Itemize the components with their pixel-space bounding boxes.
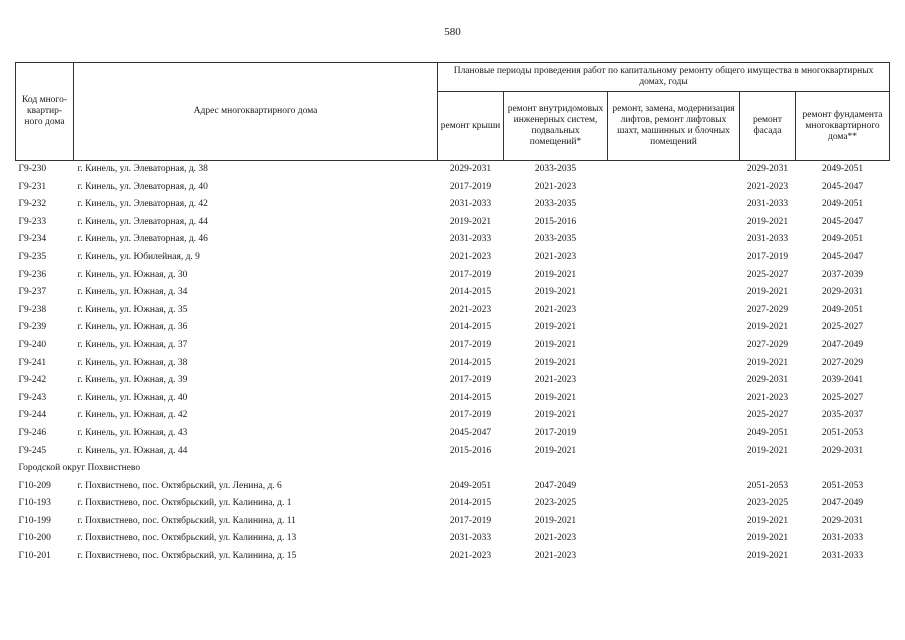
cell-facade: 2019-2021 bbox=[746, 357, 789, 368]
cell-roof: 2017-2019 bbox=[449, 515, 492, 526]
cell-systems: 2017-2019 bbox=[534, 427, 577, 438]
cell-foundation: 2029-2031 bbox=[821, 287, 864, 298]
cell-systems: 2019-2021 bbox=[534, 410, 577, 421]
cell-address: г. Кинель, ул. Южная, д. 35 bbox=[77, 304, 188, 315]
cell-roof: 2017-2019 bbox=[449, 181, 492, 192]
cell-roof: 2021-2023 bbox=[449, 304, 492, 315]
cell-roof: 2031-2033 bbox=[449, 234, 492, 245]
cell-roof: 2014-2015 bbox=[449, 287, 492, 298]
cell-systems: 2047-2049 bbox=[534, 480, 577, 491]
cell-systems: 2021-2023 bbox=[534, 375, 577, 386]
cell-address: г. Кинель, ул. Южная, д. 43 bbox=[77, 427, 188, 438]
header-facade: ремонт фасада bbox=[740, 92, 796, 161]
header-code: Код много-квартир-ного дома bbox=[16, 63, 74, 161]
cell-systems: 2021-2023 bbox=[534, 181, 577, 192]
table-row bbox=[16, 319, 890, 337]
cell-code: Г9-238 bbox=[18, 304, 47, 315]
cell-facade: 2051-2053 bbox=[746, 480, 789, 491]
table-row bbox=[16, 530, 890, 548]
cell-lifts bbox=[608, 478, 740, 496]
cell-address: г. Похвистнево, пос. Октябрьский, ул. Ленина, д. 6 bbox=[77, 480, 282, 491]
cell-systems: 2019-2021 bbox=[534, 269, 577, 280]
cell-systems: 2021-2023 bbox=[534, 304, 577, 315]
cell-lifts bbox=[608, 267, 740, 285]
cell-facade: 2029-2031 bbox=[746, 164, 789, 174]
cell-address: г. Похвистнево, пос. Октябрьский, ул. Калинина, д. 1 bbox=[77, 498, 292, 509]
cell-code: Г9-240 bbox=[18, 339, 47, 350]
cell-address: г. Кинель, ул. Южная, д. 39 bbox=[77, 375, 188, 386]
cell-lifts bbox=[608, 302, 740, 320]
cell-code: Г9-231 bbox=[18, 181, 47, 192]
cell-address: г. Кинель, ул. Элеваторная, д. 38 bbox=[77, 164, 208, 174]
cell-lifts bbox=[608, 548, 740, 566]
table-row bbox=[16, 372, 890, 390]
cell-systems: 2019-2021 bbox=[534, 357, 577, 368]
cell-address: г. Кинель, ул. Южная, д. 34 bbox=[77, 287, 188, 298]
cell-facade: 2023-2025 bbox=[746, 498, 789, 509]
cell-lifts bbox=[608, 530, 740, 548]
capital-repair-table bbox=[15, 62, 890, 566]
table-body bbox=[16, 161, 890, 566]
cell-address: г. Кинель, ул. Элеваторная, д. 44 bbox=[77, 216, 208, 227]
header-periods: Плановые периоды проведения работ по капитальному ремонту общего имущества в многоквартирных домах, годы bbox=[438, 63, 890, 92]
cell-foundation: 2047-2049 bbox=[821, 498, 864, 509]
cell-address: г. Кинель, ул. Южная, д. 42 bbox=[77, 410, 188, 421]
cell-roof: 2014-2015 bbox=[449, 392, 492, 403]
section-title: Городской округ Похвистнево bbox=[18, 463, 141, 474]
cell-code: Г9-235 bbox=[18, 251, 47, 262]
cell-code: Г10-201 bbox=[18, 551, 51, 562]
cell-address: г. Кинель, ул. Южная, д. 30 bbox=[77, 269, 188, 280]
cell-foundation: 2051-2053 bbox=[821, 480, 864, 491]
table-row bbox=[16, 548, 890, 566]
cell-lifts bbox=[608, 390, 740, 408]
cell-lifts bbox=[608, 355, 740, 373]
table-row bbox=[16, 495, 890, 513]
cell-foundation: 2031-2033 bbox=[821, 551, 864, 562]
header-systems: ремонт внутридомовых инженерных систем, подвальных помещений* bbox=[504, 92, 608, 161]
cell-facade: 2025-2027 bbox=[746, 410, 789, 421]
cell-lifts bbox=[608, 372, 740, 390]
cell-roof: 2017-2019 bbox=[449, 375, 492, 386]
cell-lifts bbox=[608, 319, 740, 337]
cell-roof: 2017-2019 bbox=[449, 269, 492, 280]
cell-facade: 2029-2031 bbox=[746, 375, 789, 386]
cell-foundation: 2045-2047 bbox=[821, 251, 864, 262]
cell-address: г. Кинель, ул. Элеваторная, д. 42 bbox=[77, 199, 208, 210]
cell-foundation: 2039-2041 bbox=[821, 375, 864, 386]
table-row bbox=[16, 355, 890, 373]
header-roof: ремонт крыши bbox=[438, 92, 504, 161]
cell-systems: 2019-2021 bbox=[534, 445, 577, 456]
cell-systems: 2021-2023 bbox=[534, 533, 577, 544]
cell-systems: 2021-2023 bbox=[534, 251, 577, 262]
table-row bbox=[16, 478, 890, 496]
cell-systems: 2019-2021 bbox=[534, 322, 577, 333]
cell-roof: 2031-2033 bbox=[449, 533, 492, 544]
cell-roof: 2049-2051 bbox=[449, 480, 492, 491]
cell-roof: 2014-2015 bbox=[449, 357, 492, 368]
cell-lifts bbox=[608, 196, 740, 214]
cell-roof: 2017-2019 bbox=[449, 410, 492, 421]
cell-systems: 2021-2023 bbox=[534, 551, 577, 562]
page-number: 580 bbox=[444, 26, 461, 38]
cell-systems: 2033-2035 bbox=[534, 234, 577, 245]
cell-lifts bbox=[608, 495, 740, 513]
cell-lifts bbox=[608, 443, 740, 461]
cell-facade: 2019-2021 bbox=[746, 445, 789, 456]
cell-foundation: 2035-2037 bbox=[821, 410, 864, 421]
cell-facade: 2021-2023 bbox=[746, 181, 789, 192]
cell-address: г. Кинель, ул. Юбилейная, д. 9 bbox=[77, 251, 200, 262]
header-lifts: ремонт, замена, модернизация лифтов, ремонт лифтовых шахт, машинных и блочных помещений bbox=[608, 92, 740, 161]
cell-roof: 2015-2016 bbox=[449, 445, 492, 456]
cell-code: Г9-236 bbox=[18, 269, 47, 280]
cell-systems: 2033-2035 bbox=[534, 199, 577, 210]
cell-foundation: 2037-2039 bbox=[821, 269, 864, 280]
cell-foundation: 2049-2051 bbox=[821, 304, 864, 315]
header-address: Адрес многоквартирного дома bbox=[74, 63, 438, 161]
cell-foundation: 2027-2029 bbox=[821, 357, 864, 368]
cell-systems: 2019-2021 bbox=[534, 287, 577, 298]
cell-code: Г9-230 bbox=[18, 164, 47, 174]
cell-roof: 2019-2021 bbox=[449, 216, 492, 227]
cell-roof: 2045-2047 bbox=[449, 427, 492, 438]
cell-address: г. Кинель, ул. Южная, д. 40 bbox=[77, 392, 188, 403]
cell-lifts bbox=[608, 407, 740, 425]
cell-facade: 2019-2021 bbox=[746, 322, 789, 333]
cell-facade: 2019-2021 bbox=[746, 216, 789, 227]
table-row bbox=[16, 249, 890, 267]
table-row bbox=[16, 231, 890, 249]
cell-code: Г9-244 bbox=[18, 410, 47, 421]
cell-address: г. Похвистнево, пос. Октябрьский, ул. Калинина, д. 13 bbox=[77, 533, 297, 544]
cell-code: Г10-200 bbox=[18, 533, 51, 544]
cell-foundation: 2029-2031 bbox=[821, 515, 864, 526]
cell-facade: 2031-2033 bbox=[746, 199, 789, 210]
cell-foundation: 2049-2051 bbox=[821, 234, 864, 245]
cell-code: Г10-199 bbox=[18, 515, 51, 526]
cell-address: г. Кинель, ул. Элеваторная, д. 46 bbox=[77, 234, 208, 245]
table-row bbox=[16, 425, 890, 443]
cell-lifts bbox=[608, 179, 740, 197]
cell-facade: 2017-2019 bbox=[746, 251, 789, 262]
cell-roof: 2017-2019 bbox=[449, 339, 492, 350]
table-row bbox=[16, 214, 890, 232]
cell-address: г. Похвистнево, пос. Октябрьский, ул. Калинина, д. 11 bbox=[77, 515, 296, 526]
cell-facade: 2021-2023 bbox=[746, 392, 789, 403]
cell-foundation: 2049-2051 bbox=[821, 199, 864, 210]
cell-systems: 2019-2021 bbox=[534, 392, 577, 403]
cell-code: Г9-234 bbox=[18, 234, 47, 245]
table-row bbox=[16, 179, 890, 197]
table-row bbox=[16, 390, 890, 408]
cell-lifts bbox=[608, 284, 740, 302]
section-row bbox=[16, 460, 890, 478]
cell-code: Г9-239 bbox=[18, 322, 47, 333]
cell-foundation: 2051-2053 bbox=[821, 427, 864, 438]
cell-foundation: 2049-2051 bbox=[821, 164, 864, 174]
cell-address: г. Кинель, ул. Южная, д. 38 bbox=[77, 357, 188, 368]
cell-foundation: 2047-2049 bbox=[821, 339, 864, 350]
cell-systems: 2033-2035 bbox=[534, 164, 577, 174]
cell-lifts bbox=[608, 249, 740, 267]
table-row bbox=[16, 267, 890, 285]
table-row bbox=[16, 407, 890, 425]
table-row bbox=[16, 337, 890, 355]
cell-lifts bbox=[608, 513, 740, 531]
cell-code: Г9-243 bbox=[18, 392, 47, 403]
table-row bbox=[16, 513, 890, 531]
cell-foundation: 2029-2031 bbox=[821, 445, 864, 456]
cell-code: Г9-246 bbox=[18, 427, 47, 438]
table-row bbox=[16, 196, 890, 214]
table-header bbox=[16, 63, 890, 161]
cell-code: Г10-193 bbox=[18, 498, 51, 509]
cell-address: г. Кинель, ул. Элеваторная, д. 40 bbox=[77, 181, 208, 192]
cell-facade: 2027-2029 bbox=[746, 304, 789, 315]
cell-lifts bbox=[608, 337, 740, 355]
cell-facade: 2031-2033 bbox=[746, 234, 789, 245]
cell-foundation: 2025-2027 bbox=[821, 322, 864, 333]
header-foundation: ремонт фундамента многоквартирного дома** bbox=[796, 92, 890, 161]
cell-systems: 2023-2025 bbox=[534, 498, 577, 509]
table-row bbox=[16, 443, 890, 461]
cell-systems: 2019-2021 bbox=[534, 515, 577, 526]
cell-address: г. Кинель, ул. Южная, д. 37 bbox=[77, 339, 188, 350]
table-row bbox=[16, 161, 890, 179]
cell-address: г. Кинель, ул. Южная, д. 44 bbox=[77, 445, 188, 456]
cell-foundation: 2025-2027 bbox=[821, 392, 864, 403]
cell-code: Г9-233 bbox=[18, 216, 47, 227]
cell-code: Г10-209 bbox=[18, 480, 51, 491]
cell-roof: 2014-2015 bbox=[449, 322, 492, 333]
cell-lifts bbox=[608, 425, 740, 443]
cell-roof: 2031-2033 bbox=[449, 199, 492, 210]
cell-code: Г9-245 bbox=[18, 445, 47, 456]
cell-roof: 2021-2023 bbox=[449, 251, 492, 262]
cell-roof: 2021-2023 bbox=[449, 551, 492, 562]
cell-roof: 2029-2031 bbox=[449, 164, 492, 174]
cell-code: Г9-237 bbox=[18, 287, 47, 298]
cell-address: г. Кинель, ул. Южная, д. 36 bbox=[77, 322, 188, 333]
cell-lifts bbox=[608, 214, 740, 232]
cell-roof: 2014-2015 bbox=[449, 498, 492, 509]
cell-foundation: 2045-2047 bbox=[821, 181, 864, 192]
cell-facade: 2019-2021 bbox=[746, 533, 789, 544]
cell-facade: 2049-2051 bbox=[746, 427, 789, 438]
cell-facade: 2025-2027 bbox=[746, 269, 789, 280]
cell-code: Г9-241 bbox=[18, 357, 47, 368]
cell-lifts bbox=[608, 161, 740, 179]
cell-systems: 2019-2021 bbox=[534, 339, 577, 350]
cell-systems: 2015-2016 bbox=[534, 216, 577, 227]
cell-facade: 2019-2021 bbox=[746, 515, 789, 526]
cell-foundation: 2045-2047 bbox=[821, 216, 864, 227]
cell-foundation: 2031-2033 bbox=[821, 533, 864, 544]
table-row bbox=[16, 284, 890, 302]
cell-address: г. Похвистнево, пос. Октябрьский, ул. Калинина, д. 15 bbox=[77, 551, 297, 562]
cell-facade: 2019-2021 bbox=[746, 287, 789, 298]
table-row bbox=[16, 302, 890, 320]
cell-code: Г9-242 bbox=[18, 375, 47, 386]
cell-code: Г9-232 bbox=[18, 199, 47, 210]
cell-lifts bbox=[608, 231, 740, 249]
cell-facade: 2019-2021 bbox=[746, 551, 789, 562]
cell-facade: 2027-2029 bbox=[746, 339, 789, 350]
